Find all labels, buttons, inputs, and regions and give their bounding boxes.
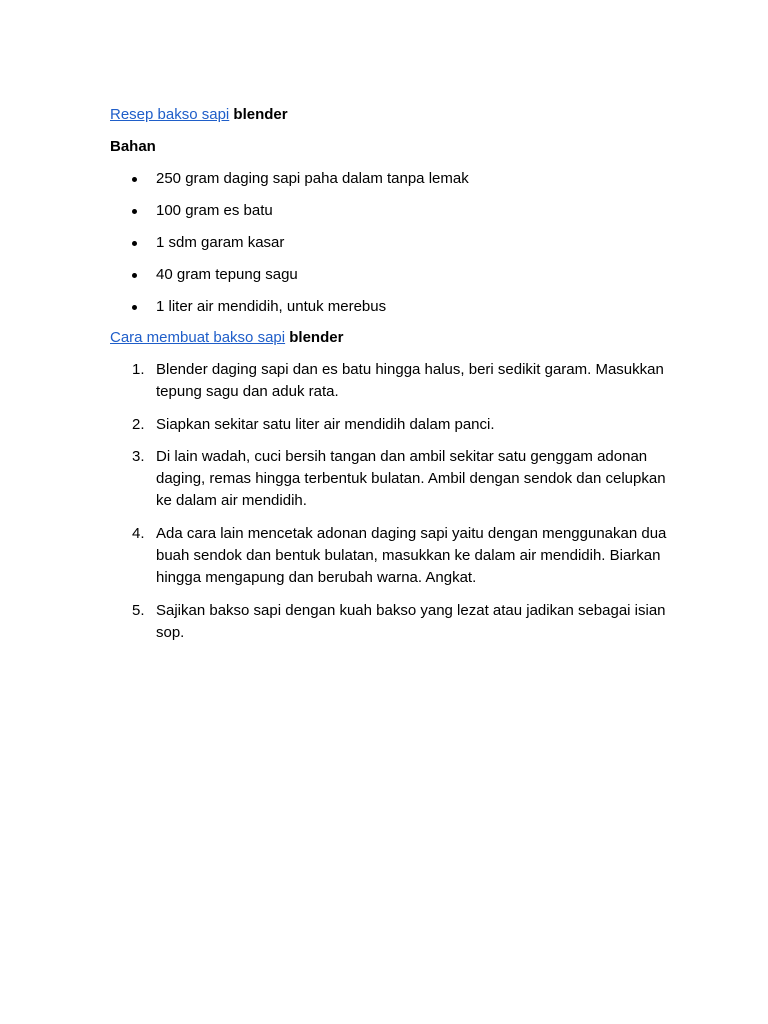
step-number: 4. (132, 524, 145, 542)
ingredient-text: 1 liter air mendidih, untuk merebus (156, 298, 387, 315)
step-number: 2. (132, 415, 145, 433)
step-item (110, 414, 670, 436)
ingredients-heading: Bahan (110, 138, 156, 155)
bullet-icon (132, 305, 137, 310)
ingredient-item (110, 296, 670, 318)
bullet-icon (132, 209, 137, 214)
ingredient-item (110, 168, 670, 190)
ingredient-item (110, 264, 670, 286)
bullet-icon (132, 241, 137, 246)
step-number: 5. (132, 601, 145, 619)
step-text: Ada cara lain mencetak adonan daging sapi yaitu dengan menggunakan dua buah sendok dan bentuk bulatan, masukkan ke dalam air mendidih. Biarkan hingga mengapung dan berubah warna. Angkat. (156, 524, 667, 587)
step-item (110, 359, 670, 404)
ingredient-item (110, 232, 670, 254)
ingredient-text: 100 gram es batu (156, 202, 273, 219)
document-page (110, 104, 670, 654)
step-text: Di lain wadah, cuci bersih tangan dan ambil sekitar satu genggam adonan daging, remas hingga terbentuk bulatan. Ambil dengan sendok dan celupkan ke dalam air mendidih. (156, 447, 666, 510)
bullet-icon (132, 177, 137, 182)
steps-heading (110, 327, 670, 349)
recipe-title-link[interactable]: Resep bakso sapi (110, 106, 230, 123)
ingredient-text: 40 gram tepung sagu (156, 266, 298, 283)
step-text: Blender daging sapi dan es batu hingga halus, beri sedikit garam. Masukkan tepung sagu dan aduk rata. (156, 361, 664, 401)
step-number: 3. (132, 447, 145, 465)
ingredient-item (110, 200, 670, 222)
recipe-title-rest: blender (229, 106, 288, 123)
ingredients-list (110, 168, 670, 318)
steps-list (110, 359, 670, 644)
steps-heading-link[interactable]: Cara membuat bakso sapi (110, 329, 286, 346)
step-item (110, 600, 670, 645)
step-text: Sajikan bakso sapi dengan kuah bakso yang lezat atau jadikan sebagai isian sop. (156, 601, 666, 641)
bullet-icon (132, 273, 137, 278)
ingredient-text: 1 sdm garam kasar (156, 234, 285, 251)
step-item (110, 446, 670, 513)
step-number: 1. (132, 361, 145, 378)
steps-heading-rest: blender (285, 329, 344, 346)
recipe-title (110, 104, 670, 126)
step-item (110, 523, 670, 590)
step-text: Siapkan sekitar satu liter air mendidih dalam panci. (156, 415, 495, 433)
ingredient-text: 250 gram daging sapi paha dalam tanpa lemak (156, 170, 469, 187)
